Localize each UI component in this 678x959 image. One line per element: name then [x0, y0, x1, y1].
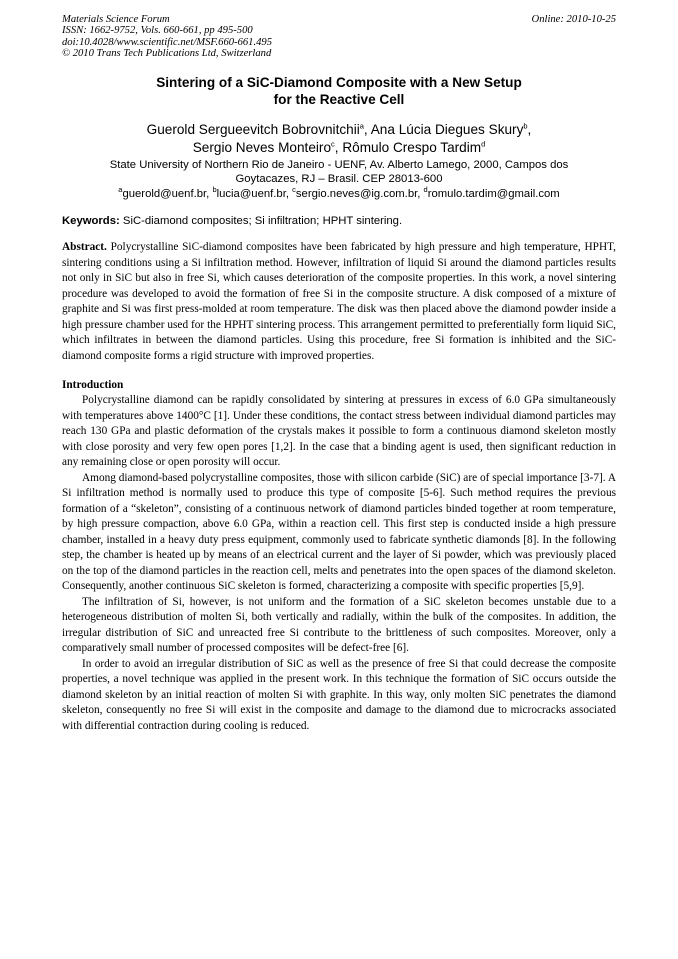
- intro-paragraph-2: Among diamond-based polycrystalline composites, those with silicon carbide (SiC) are of special importance [3-7]. A Si infiltration method is normally used to produce this type of composite [5-6]. Such method requires the previous formation of a “skeleton”, consisting of a continuous network of diamond particles binded together at room temperature, by high pressure compaction, above 6.0 GPa, within a reaction cell. This first step is conducted inside a high pressure chamber, installed in a heavy duty press equipment, commonly used to fabricate synthetic diamonds [8]. In the following step, the chamber is heated up by means of an electrical current and the layer of Si powder, which was previously placed on the top of the diamond particles in the reaction cell, melts and penetrates into the open spaces of the diamond skeleton. Consequently, another continuous SiC skeleton is formed, characterizing a composite with specific properties [5,9].: [62, 471, 616, 593]
- intro-paragraph-1: Polycrystalline diamond can be rapidly consolidated by sintering at pressures in excess of 6.0 GPa simultaneously with temperatures above 1400°C [1]. Under these conditions, the contact stress between individual diamond particles may reach 130 GPa and plastic deformation of the crystals makes it possible to form a continuous diamond skeleton mostly with close porosity and very few open pores [1,2]. In the case that a binding agent is used, then significant reduction in any remaining close or open porosity will occur.: [62, 394, 616, 469]
- email-mark: d: [423, 184, 428, 194]
- author-4-mark: d: [481, 139, 486, 149]
- paper-title: [62, 74, 616, 108]
- journal-name: Materials Science Forum: [62, 14, 170, 25]
- doi-line: doi:10.4028/www.scientific.net/MSF.660-661.495: [62, 36, 272, 48]
- copyright-line: © 2010 Trans Tech Publications Ltd, Switzerland: [62, 48, 272, 60]
- email-a: guerold@uenf.br,: [122, 187, 213, 200]
- abstract: [62, 240, 616, 364]
- email-line: [62, 184, 616, 202]
- issn-line: ISSN: 1662-9752, Vols. 660-661, pp 495-500: [62, 25, 253, 37]
- abstract-label: Abstract.: [62, 241, 107, 254]
- author-2: Ana Lúcia Diegues Skury: [370, 121, 524, 137]
- journal-header: [62, 14, 616, 60]
- author-separator: ,: [363, 121, 371, 137]
- affiliation-line-2: Goytacazes, RJ – Brasil. CEP 28013-600: [235, 173, 443, 186]
- online-date: Online: 2010-10-25: [531, 14, 616, 25]
- author-3-mark: c: [331, 139, 335, 149]
- keywords-label: Keywords:: [62, 215, 120, 228]
- author-2-mark: b: [523, 121, 528, 131]
- abstract-text: Polycrystalline SiC-diamond composites have been fabricated by high pressure and high temperature, HPHT, sintering conditions using a Si infiltration method. However, infiltration of liquid Si around the diamond particles results not only in SiC but also in free Si, which causes deterioration of the composite properties. In this work, a novel sintering procedure was developed to avoid the formation of free Si in the composite structure. A disk composed of a mixture of graphite and Si was first press-molded at room temperature. The disk was then placed above the diamond powder inside a high pressure chamber used for the HPHT sintering process. This arrangement permitted to preferentially form liquid SiC, which infiltrates in between the diamond particles. Using this procedure, free Si formation is inhibited and the SiC-diamond composite forms a rigid structure with improved properties.: [62, 241, 616, 362]
- keywords-text: SiC-diamond composites; Si infiltration; HPHT sintering.: [119, 215, 403, 228]
- author-separator: ,: [527, 121, 532, 137]
- section-heading-introduction: Introduction: [62, 379, 124, 392]
- email-b: lucia@uenf.br,: [216, 187, 293, 200]
- intro-paragraph-4: In order to avoid an irregular distribution of SiC as well as the presence of free Si that could decrease the composite properties, a novel technique was applied in the present work. In this technique the formation of SiC occurs outside the diamond skeleton by an initial reaction of molten Si with graphite. In this way, only molten SiC penetrates the diamond skeleton, consequently no free Si will exist in the composite and damage to the diamond due to microcracks associated with differential contraction during cooling is reduced.: [62, 657, 616, 732]
- author-separator: ,: [334, 139, 343, 155]
- email-mark: a: [118, 184, 123, 194]
- email-c: sergio.neves@ig.com.br,: [295, 187, 424, 200]
- intro-paragraph-3: The infiltration of Si, however, is not uniform and the formation of a SiC skeleton becomes unstable due to a heterogeneous distribution of molten Si, both vertically and radially, within the bulk of the composites. In addition, the irregular distribution of SiC and unreacted free Si contribute to the brittleness of such composites. Moreover, only a comparatively small number of processed composites will be defect-free [6].: [62, 595, 616, 655]
- author-3: Sergio Neves Monteiro: [192, 139, 332, 155]
- author-list: [62, 121, 616, 157]
- affiliation: [62, 158, 616, 202]
- title-line-1: Sintering of a SiC-Diamond Composite with a New Setup: [156, 74, 522, 90]
- keywords: [62, 214, 616, 228]
- affiliation-line-1: State University of Northern Rio de Janeiro - UENF, Av. Alberto Lamego, 2000, Campos dos: [109, 158, 569, 171]
- author-1: Guerold Sergueevitch Bobrovnitchii: [146, 121, 360, 137]
- email-mark: c: [292, 184, 296, 194]
- email-mark: b: [212, 184, 217, 194]
- author-1-mark: a: [359, 121, 364, 131]
- email-d: romulo.tardim@gmail.com: [427, 187, 560, 200]
- author-4: Rômulo Crespo Tardim: [342, 139, 482, 155]
- title-line-2: for the Reactive Cell: [273, 91, 405, 107]
- paper-page: [62, 14, 616, 734]
